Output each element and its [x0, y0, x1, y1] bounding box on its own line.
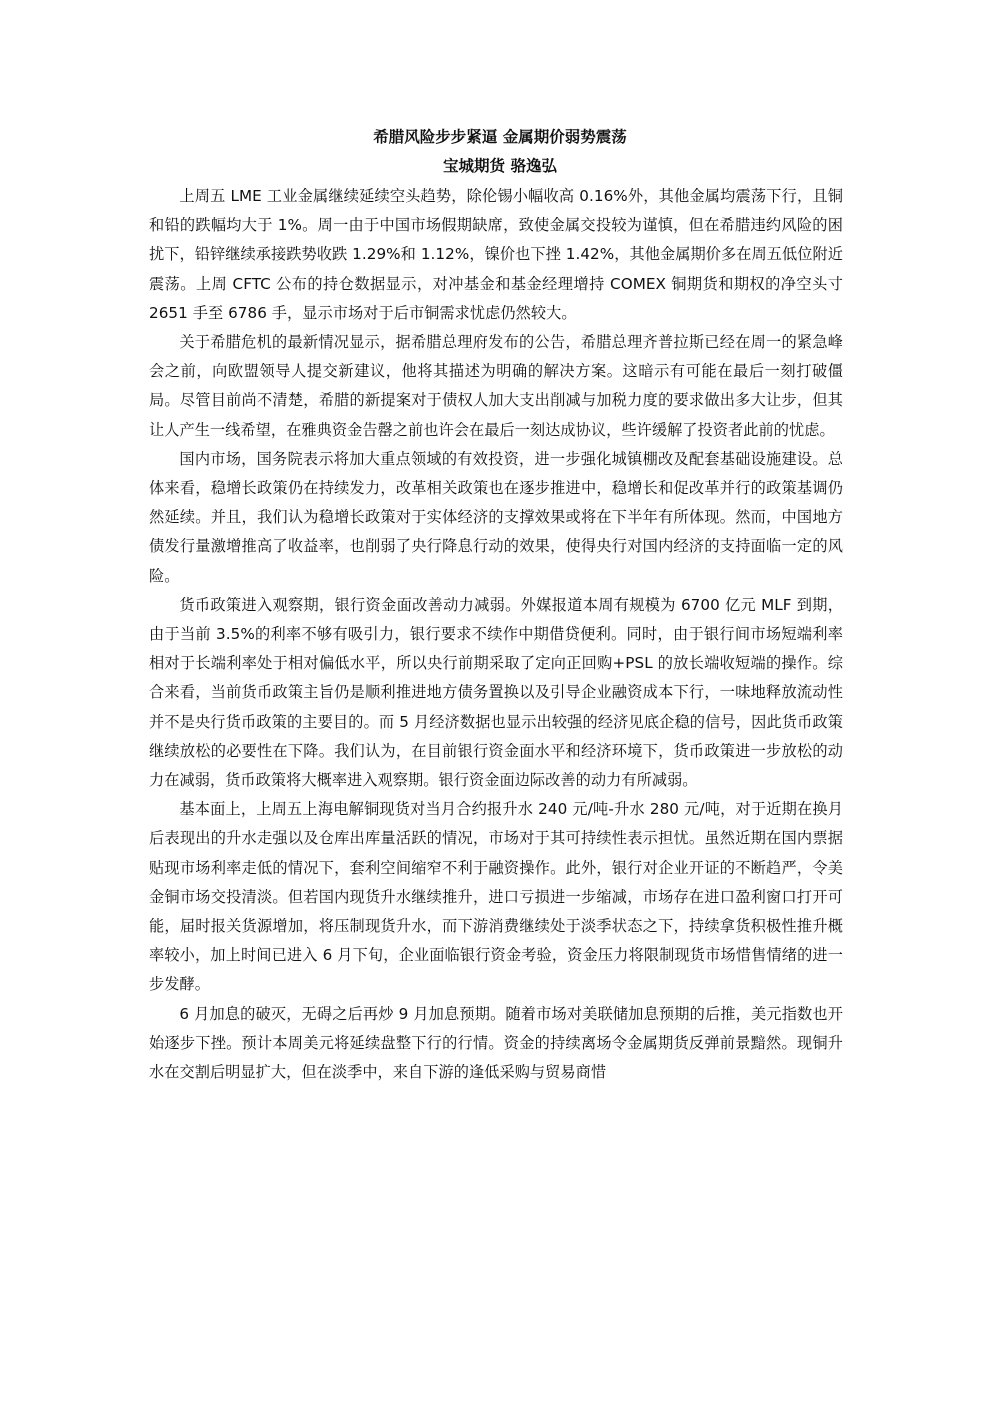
paragraph: 国内市场，国务院表示将加大重点领域的有效投资，进一步强化城镇棚改及配套基础设施建设。总体来看，稳增长政策仍在持续发力，改革相关政策也在逐步推进中，稳增长和促改革并行的政策基调仍然延续。并且，我们认为稳增长政策对于实体经济的支撑效果或将在下半年有所体现。然而，中国地方债发行量激增推高了收益率，也削弱了央行降息行动的效果，使得央行对国内经济的支持面临一定的风险。 [149, 449, 843, 585]
paragraph: 关于希腊危机的最新情况显示，据希腊总理府发布的公告，希腊总理齐普拉斯已经在周一的紧急峰会之前，向欧盟领导人提交新建议，他将其描述为明确的解决方案。这暗示有可能在最后一刻打破僵局。尽管目前尚不清楚，希腊的新提案对于债权人加大支出削减与加税力度的要求做出多大让步，但其让人产生一线希望，在雅典资金告罄之前也许会在最后一刻达成协议，些许缓解了投资者此前的忧虑。 [149, 333, 843, 439]
document-author: 宝城期货 骆逸弘 [443, 157, 557, 175]
paragraph: 6 月加息的破灭，无碍之后再炒 9 月加息预期。随着市场对美联储加息预期的后推，美元指数也开始逐步下挫。预计本周美元将延续盘整下行的行情。资金的持续离场令金属期货反弹前景黯然。现铜升水在交割后明显扩大，但在淡季中，来自下游的逢低采购与贸易商惜 [149, 1004, 843, 1082]
paragraph: 货币政策进入观察期，银行资金面改善动力减弱。外媒报道本周有规模为 6700 亿元 MLF 到期，由于当前 3.5%的利率不够有吸引力，银行要求不续作中期借贷便利。同时，由于银行间市场短端利率相对于长端利率处于相对偏低水平，所以央行前期采取了定向正回购+PSL 的放长端收短端的操作。综合来看，当前货币政策主旨仍是顺利推进地方债务置换以及引导企业融资成本下行，一味地释放流动性并不是央行货币政策的主要目的。而 5 月经济数据也显示出较强的经济见底企稳的信号，因此货币政策继续放松的必要性在下降。我们认为，在目前银行资金面水平和经济环境下，货币政策进一步放松的动力在减弱，货币政策将大概率进入观察期。银行资金面边际改善的动力有所减弱。 [149, 595, 843, 790]
document-page [149, 122, 843, 1087]
paragraph: 上周五 LME 工业金属继续延续空头趋势，除伦锡小幅收高 0.16%外，其他金属均震荡下行，且铜和铅的跌幅均大于 1%。周一由于中国市场假期缺席，致使金属交投较为谨慎，但在希腊违约风险的困扰下，铅锌继续承接跌势收跌 1.29%和 1.12%，镍价也下挫 1.42%，其他金属期价多在周五低位附近震荡。上周 CFTC 公布的持仓数据显示，对冲基金和基金经理增持 COMEX 铜期货和期权的净空头寸 2651 手至 6786 手，显示市场对于后市铜需求忧虑仍然较大。 [149, 187, 843, 322]
document-title: 希腊风险步步紧逼 金属期价弱势震荡 [373, 128, 627, 146]
paragraph: 基本面上，上周五上海电解铜现货对当月合约报升水 240 元/吨-升水 280 元/吨，对于近期在换月后表现出的升水走强以及仓库出库量活跃的情况，市场对于其可持续性表示担忧。虽然近期在国内票据贴现市场利率走低的情况下，套利空间缩窄不利于融资操作。此外，银行对企业开证的不断趋严，令美金铜市场交投清淡。但若国内现货升水继续推升，进口亏损进一步缩减，市场存在进口盈利窗口打开可能，届时报关货源增加，将压制现货升水，而下游消费继续处于淡季状态之下，持续拿货积极性推升概率较小，加上时间已进入 6 月下旬，企业面临银行资金考验，资金压力将限制现货市场惜售情绪的进一步发酵。 [149, 800, 843, 994]
